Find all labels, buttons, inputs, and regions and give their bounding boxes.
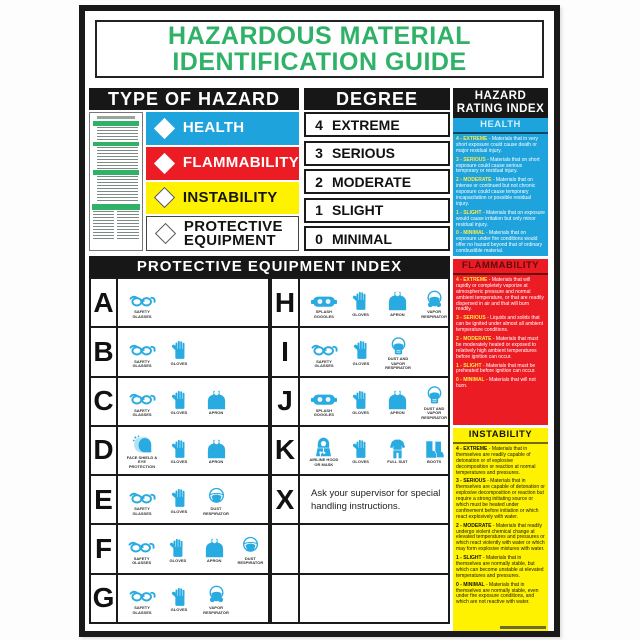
gloves-icon bbox=[169, 537, 186, 558]
sample-label-section-bar bbox=[92, 204, 140, 210]
equipment-item-label: GLOVES bbox=[170, 459, 188, 465]
degree-number: 1 bbox=[315, 202, 323, 218]
hazmat-identification-poster bbox=[79, 5, 560, 637]
degree-section bbox=[304, 88, 450, 251]
hazard-diamond-icon bbox=[154, 187, 175, 208]
equipment-item-label: APRON bbox=[208, 459, 224, 465]
rating-section-body bbox=[453, 444, 548, 626]
equipment-items-cell bbox=[300, 427, 452, 474]
apron-icon bbox=[207, 438, 226, 459]
equipment-items-cell bbox=[300, 279, 452, 326]
hazard-bars bbox=[146, 112, 299, 251]
type-of-hazard-header: TYPE OF HAZARD bbox=[89, 88, 299, 110]
equipment-items-cell bbox=[118, 575, 270, 622]
equipment-item-label: GLOVES bbox=[170, 607, 188, 613]
row-letter: H bbox=[270, 279, 300, 326]
gloves-icon bbox=[352, 389, 369, 410]
rating-index-header-line2: RATING INDEX bbox=[456, 103, 545, 115]
safety-glasses-icon bbox=[128, 485, 157, 506]
equipment-item-label: GLOVES bbox=[352, 459, 369, 465]
equipment-item bbox=[344, 339, 378, 366]
equipment-item bbox=[162, 339, 196, 366]
degree-number: 2 bbox=[315, 173, 323, 190]
row-letter: X bbox=[270, 476, 300, 523]
rating-section-body bbox=[453, 134, 548, 256]
hazard-bar-label: INSTABILITY bbox=[182, 188, 278, 206]
equipment-items-cell bbox=[118, 279, 270, 326]
degree-label: EXTREME bbox=[332, 116, 400, 133]
rating-section-health bbox=[453, 118, 548, 256]
equipment-item bbox=[307, 288, 341, 320]
dust-vapor-respirator-icon bbox=[425, 384, 444, 405]
gloves-icon bbox=[353, 339, 370, 360]
equipment-row bbox=[91, 279, 448, 326]
rating-entry: 2 - MODERATE - Materials that readily undergo violent chemical change at elevated temperatures and pressures or which react violently with water or which may form explosive mixtures with water. bbox=[456, 522, 545, 553]
equipment-item bbox=[381, 290, 415, 317]
degree-number: 4 bbox=[315, 116, 323, 133]
hazard-bar bbox=[146, 182, 299, 215]
apron-icon bbox=[388, 389, 407, 410]
row-letter: B bbox=[91, 328, 118, 375]
degree-label: SERIOUS bbox=[332, 145, 396, 161]
equipment-row bbox=[91, 474, 448, 523]
equipment-item bbox=[344, 290, 378, 317]
safety-glasses-icon bbox=[128, 386, 157, 407]
equipment-item-label: SAFETY GLASSES bbox=[132, 506, 152, 517]
gloves-icon bbox=[171, 389, 188, 410]
equipment-item-label: APRON bbox=[208, 410, 224, 416]
equipment-item bbox=[381, 389, 415, 416]
row-letter: I bbox=[270, 328, 300, 375]
rating-section-title: HEALTH bbox=[453, 118, 548, 134]
equipment-item-label: SAFETY GLASSES bbox=[314, 358, 334, 369]
safety-glasses-icon bbox=[128, 583, 157, 604]
page-title bbox=[168, 23, 471, 75]
equipment-items-cell bbox=[300, 476, 448, 523]
rating-entry: 1 - SLIGHT - Materials that in themselves are normally stable, but which can become unstable at elevated temperatures and pressures. bbox=[456, 555, 544, 579]
equipment-item bbox=[199, 389, 233, 416]
vapor-respirator-icon bbox=[425, 288, 444, 309]
x-note: Ask your supervisor for special handling instructions. bbox=[311, 488, 441, 512]
sample-label-section-bar bbox=[93, 121, 139, 126]
equipment-item-label: SAFETY GLASSES bbox=[132, 407, 152, 418]
rating-entry: 1 - SLIGHT - Materials that must be preheated before ignition can occur. bbox=[456, 362, 536, 375]
full-suit-icon bbox=[388, 438, 407, 459]
equipment-item-label: GLOVES bbox=[169, 558, 187, 563]
equipment-item bbox=[307, 337, 341, 369]
degree-rows bbox=[304, 112, 450, 251]
gloves-icon bbox=[171, 438, 188, 459]
rating-section-title: INSTABILITY bbox=[453, 428, 548, 444]
equipment-item-label: APRON bbox=[390, 311, 405, 317]
rating-entry: 2 - MODERATE - Materials that on intense or continued but not chronic exposure could cause temporary incapacitation or possible residual injury. bbox=[456, 177, 536, 207]
equipment-item bbox=[125, 386, 159, 418]
splash-goggles-icon bbox=[311, 386, 337, 407]
equipment-item-label: SPLASH GOGGLES bbox=[313, 407, 334, 418]
splash-goggles-icon bbox=[311, 288, 337, 309]
equipment-item bbox=[234, 534, 267, 566]
rating-sections bbox=[453, 118, 548, 631]
equipment-row bbox=[91, 523, 448, 572]
equipment-item-label: DUST AND VAPOR RESPIRATOR bbox=[421, 405, 448, 420]
equipment-item-label: APRON bbox=[390, 410, 405, 416]
row-letter: K bbox=[270, 427, 300, 474]
equipment-item-label: GLOVES bbox=[170, 410, 188, 416]
degree-header: DEGREE bbox=[304, 88, 450, 110]
gloves-icon bbox=[171, 487, 188, 508]
equipment-item-label: GLOVES bbox=[352, 311, 369, 317]
title-box bbox=[95, 20, 544, 78]
hazard-diamond-icon bbox=[155, 223, 176, 244]
catalog-note bbox=[500, 626, 546, 629]
rating-entry: 0 - MINIMAL - Materials that in themselves are normally stable, even under fire exposure conditions, and which are not reactive with water. bbox=[456, 581, 539, 606]
equipment-grid bbox=[89, 277, 450, 624]
rating-section-title: FLAMMABILITY bbox=[453, 259, 548, 275]
hazard-bar bbox=[146, 147, 299, 180]
hazard-bar-label: FLAMMABILITY bbox=[182, 154, 299, 172]
equipment-item bbox=[161, 537, 194, 564]
rating-entry: 0 - MINIMAL - Materials that on exposure under fire conditions would offer no hazard beyond that of ordinary combustible material. bbox=[456, 230, 543, 255]
type-of-hazard-section bbox=[89, 88, 299, 251]
equipment-item-label: FACE SHIELD & EYE PROTECTION bbox=[126, 454, 158, 470]
row-letter: E bbox=[91, 476, 118, 523]
dust-respirator-icon bbox=[241, 534, 260, 555]
degree-number: 0 bbox=[315, 230, 323, 247]
equipment-item bbox=[199, 583, 233, 615]
equipment-item bbox=[344, 389, 378, 416]
rating-entry: 4 - EXTREME - Materials that in themselves are readily capable of detonation or of explosive decomposition or reaction at normal temperatures and pressures. bbox=[456, 446, 536, 476]
equipment-item bbox=[162, 438, 196, 465]
equipment-item-label: SAFETY GLASSES bbox=[132, 358, 152, 369]
equipment-item-label: SPLASH GOGGLES bbox=[313, 309, 334, 319]
row-letter: C bbox=[91, 378, 118, 425]
equipment-items-cell bbox=[118, 427, 270, 474]
equipment-item-label: GLOVES bbox=[352, 410, 369, 416]
hazard-bar bbox=[146, 216, 299, 251]
degree-row bbox=[304, 198, 450, 223]
equipment-item bbox=[198, 537, 231, 564]
gloves-icon bbox=[171, 339, 188, 360]
equipment-item-label: BOOTS bbox=[427, 459, 442, 465]
rating-entry: 0 - MINIMAL - Materials that will not burn. bbox=[456, 377, 536, 390]
gloves-icon bbox=[352, 438, 369, 459]
equipment-item-label: AIRLINE HOOD OR MASK bbox=[309, 457, 339, 467]
protective-equipment-index-header: PROTECTIVE EQUIPMENT INDEX bbox=[89, 256, 450, 277]
row-letter bbox=[270, 575, 300, 622]
row-letter: A bbox=[91, 279, 118, 326]
vapor-respirator-icon bbox=[207, 583, 226, 604]
equipment-item-label: SAFETY GLASSES bbox=[132, 604, 152, 615]
equipment-item bbox=[125, 288, 159, 320]
gloves-icon bbox=[352, 290, 369, 311]
equipment-item bbox=[125, 433, 159, 469]
degree-row bbox=[304, 141, 450, 166]
apron-icon bbox=[205, 537, 224, 558]
equipment-items-cell bbox=[118, 328, 270, 375]
row-letter bbox=[270, 525, 300, 572]
equipment-item-label: DUST RESPIRATOR bbox=[237, 555, 264, 566]
equipment-item bbox=[162, 487, 196, 514]
degree-row bbox=[304, 226, 450, 251]
rating-section-body bbox=[453, 275, 548, 425]
rating-section-flammability bbox=[453, 259, 548, 425]
equipment-item bbox=[162, 586, 196, 613]
equipment-item bbox=[344, 438, 378, 465]
rating-entry: 4 - EXTREME - Materials that in very short exposure could cause death or major residual injury. bbox=[456, 136, 538, 154]
row-letter: G bbox=[91, 575, 118, 622]
equipment-item bbox=[417, 288, 451, 320]
equipment-items-cell bbox=[300, 575, 448, 622]
equipment-item bbox=[199, 438, 233, 465]
equipment-row bbox=[91, 376, 448, 425]
title-line-1: HAZARDOUS MATERIAL bbox=[168, 22, 471, 50]
equipment-item bbox=[199, 485, 233, 517]
sample-label-section-bar bbox=[93, 170, 139, 175]
equipment-item bbox=[417, 438, 451, 465]
hazard-bar bbox=[146, 112, 299, 145]
degree-row bbox=[304, 169, 450, 194]
rating-entry: 3 - SERIOUS - Liquids and solids that can be ignited under almost all ambient temperature conditions. bbox=[456, 315, 543, 334]
degree-label: MODERATE bbox=[332, 173, 412, 190]
equipment-item-label: DUST AND VAPOR RESPIRATOR bbox=[385, 356, 411, 371]
safety-glasses-icon bbox=[310, 337, 339, 358]
degree-label: SLIGHT bbox=[332, 202, 384, 218]
equipment-item bbox=[125, 485, 159, 517]
equipment-item bbox=[125, 583, 159, 615]
equipment-item-label: VAPOR RESPIRATOR bbox=[203, 604, 229, 615]
title-line-2: IDENTIFICATION GUIDE bbox=[172, 48, 467, 76]
safety-glasses-icon bbox=[127, 534, 156, 555]
boots-icon bbox=[424, 438, 445, 459]
row-letter: D bbox=[91, 427, 118, 474]
rating-index-header-line1: HAZARD bbox=[474, 90, 527, 102]
equipment-row bbox=[91, 425, 448, 474]
equipment-items-cell bbox=[300, 525, 448, 572]
equipment-item-label: APRON bbox=[206, 558, 222, 563]
degree-row bbox=[304, 112, 450, 137]
rating-section-instability bbox=[453, 428, 548, 631]
row-letter: J bbox=[270, 378, 300, 425]
equipment-item bbox=[381, 335, 415, 371]
equipment-item-label: VAPOR RESPIRATOR bbox=[421, 309, 448, 319]
rating-entry: 3 - SERIOUS - Materials that on short exposure could cause serious temporary or residual injury. bbox=[456, 156, 540, 175]
hazard-diamond-icon bbox=[154, 153, 175, 174]
equipment-items-cell bbox=[118, 525, 270, 572]
hazard-rating-index-section bbox=[453, 88, 548, 631]
dust-respirator-icon bbox=[207, 485, 226, 506]
rating-entry: 2 - MODERATE - Materials that must be moderately heated or exposed to relatively high ambient temperatures before ignition can occur. bbox=[456, 336, 539, 360]
equipment-item-label: GLOVES bbox=[170, 360, 188, 366]
sample-hmig-label bbox=[89, 112, 143, 251]
row-letter: F bbox=[91, 525, 118, 572]
equipment-row bbox=[91, 326, 448, 375]
gloves-icon bbox=[171, 586, 188, 607]
equipment-items-cell bbox=[300, 328, 448, 375]
face-shield-icon bbox=[132, 433, 153, 454]
equipment-item bbox=[417, 384, 451, 420]
equipment-item-label: FULL SUIT bbox=[387, 459, 408, 465]
safety-glasses-icon bbox=[128, 288, 157, 309]
hazard-bar-label: PROTECTIVE EQUIPMENT bbox=[183, 217, 283, 249]
degree-label: MINIMAL bbox=[332, 230, 392, 247]
equipment-item-label: DUST RESPIRATOR bbox=[203, 506, 229, 517]
equipment-item bbox=[125, 337, 159, 369]
rating-entry: 3 - SERIOUS - Materials that in themselves are capable of detonation or explosive decomposition or reaction but require a strong initiating source or which must be heated under confinement before initiation or which react explosively with water. bbox=[456, 478, 545, 520]
degree-number: 3 bbox=[315, 145, 323, 161]
equipment-items-cell bbox=[118, 476, 270, 523]
equipment-item-label: GLOVES bbox=[352, 360, 370, 366]
hazard-bar-label: HEALTH bbox=[182, 119, 245, 137]
equipment-row bbox=[91, 573, 448, 622]
equipment-item bbox=[125, 534, 158, 566]
apron-icon bbox=[207, 389, 226, 410]
equipment-item-label: GLOVES bbox=[170, 508, 188, 514]
rating-entry: 1 - SLIGHT - Materials that on exposure would cause irritation but only minor residual injury. bbox=[456, 209, 545, 228]
equipment-items-cell bbox=[300, 378, 452, 425]
equipment-item bbox=[381, 438, 415, 465]
equipment-item bbox=[307, 436, 341, 468]
rating-index-header bbox=[453, 88, 548, 118]
sample-label-section-bar bbox=[93, 142, 139, 147]
safety-glasses-icon bbox=[128, 337, 157, 358]
airline-hood-icon bbox=[315, 436, 332, 457]
equipment-item-label: SAFETY GLASSES bbox=[132, 309, 152, 319]
equipment-item bbox=[307, 386, 341, 418]
apron-icon bbox=[388, 290, 407, 311]
dust-vapor-respirator-icon bbox=[389, 335, 408, 356]
equipment-items-cell bbox=[118, 378, 270, 425]
hazard-diamond-icon bbox=[154, 118, 175, 139]
equipment-item-label: SAFETY GLASSES bbox=[132, 555, 152, 566]
rating-entry: 4 - EXTREME - Materials that will rapidly or completely vaporize at atmospheric pressure and normal ambient temperature, or that are readily dispersed in air and that will burn readily. bbox=[456, 277, 544, 313]
equipment-item bbox=[162, 389, 196, 416]
